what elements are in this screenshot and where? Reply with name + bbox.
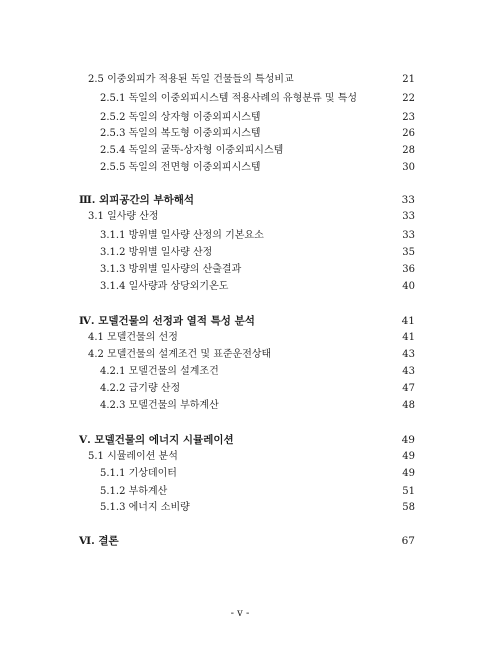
toc-entry-title: 4.2 모델건물의 설계조건 및 표준운전상태	[88, 349, 272, 360]
toc-entry-page: 40	[402, 281, 415, 292]
toc-entry	[100, 500, 415, 516]
toc-entry-title: 2.5.2 독일의 상자형 이중외피시스템	[100, 112, 261, 123]
toc-entry-page: 33	[402, 230, 415, 241]
toc-entry-page: 41	[402, 332, 415, 343]
toc-entry-title: 3.1 일사량 산정	[88, 211, 159, 222]
toc-entry	[100, 228, 415, 244]
toc-entry-title: 5.1.2 부하계산	[100, 486, 168, 497]
toc-entry-title: Ⅴ. 모델건물의 에너지 시뮬레이션	[79, 434, 234, 446]
toc-entry-page: 33	[402, 211, 415, 222]
toc-entry-page: 26	[402, 128, 415, 139]
toc-entry-title: 2.5 이중외피가 적용된 독일 건물들의 특성비교	[88, 74, 294, 85]
toc-entry	[100, 381, 415, 397]
toc-entry-title: Ⅵ. 결론	[79, 535, 119, 547]
toc-entry	[100, 91, 415, 107]
toc-entry-title: 5.1.1 기상데이터	[100, 468, 177, 479]
toc-entry	[100, 398, 415, 414]
toc-entry-page: 43	[402, 349, 415, 360]
toc-entry	[100, 143, 415, 159]
toc-entry-page: 58	[402, 502, 415, 513]
toc-chapter	[79, 533, 415, 549]
toc-entry-page: 51	[402, 486, 415, 497]
toc-entry	[100, 279, 415, 295]
toc-entry-page: 30	[402, 162, 415, 173]
toc-entry-title: 3.1.1 방위별 일사량 산정의 기본요소	[100, 230, 264, 241]
toc-entry	[88, 209, 415, 225]
toc-entry-title: 2.5.5 독일의 전면형 이중외피시스템	[100, 162, 261, 173]
toc-entry-title: 3.1.2 방위별 일사량 산정	[100, 247, 213, 258]
toc-entry	[88, 72, 415, 88]
toc-entry-page: 33	[401, 194, 415, 206]
toc-entry-page: 49	[402, 451, 415, 462]
toc-entry	[100, 110, 415, 126]
toc-entry-title: 4.1 모델건물의 선정	[88, 332, 178, 343]
page-number-footer: - v -	[230, 608, 250, 619]
toc-entry	[88, 330, 415, 346]
toc-entry-title: Ⅲ. 외피공간의 부하해석	[79, 194, 195, 206]
toc-chapter	[79, 432, 415, 448]
toc-entry-title: 4.2.2 급기량 산정	[100, 383, 181, 394]
toc-entry-page: 48	[402, 400, 415, 411]
toc-entry-page: 41	[401, 315, 415, 327]
toc-entry-title: 4.2.3 모델건물의 부하계산	[100, 400, 219, 411]
toc-entry	[100, 364, 415, 380]
toc-entry-page: 35	[402, 247, 415, 258]
toc-entry-title: 3.1.3 방위별 일사량의 산출결과	[100, 264, 242, 275]
toc-entry-title: 2.5.3 독일의 복도형 이중외피시스템	[100, 128, 261, 139]
toc-entry-title: 5.1.3 에너지 소비량	[100, 502, 190, 513]
toc-entry	[88, 449, 415, 465]
toc-entry-title: Ⅳ. 모델건물의 선정과 열적 특성 분석	[79, 315, 255, 327]
toc-entry-title: 3.1.4 일사량과 상당외기온도	[100, 281, 229, 292]
toc-entry	[100, 466, 415, 482]
toc-entry	[100, 484, 415, 500]
toc-entry-page: 28	[402, 145, 415, 156]
toc-entry-title: 2.5.1 독일의 이중외피시스템 적용사례의 유형분류 및 특성	[100, 93, 358, 104]
toc-chapter	[79, 313, 415, 329]
toc-entry-page: 43	[402, 366, 415, 377]
toc-entry-page: 21	[402, 74, 415, 85]
toc-entry-title: 5.1 시뮬레이션 분석	[88, 451, 178, 462]
toc-entry-page: 23	[402, 112, 415, 123]
toc-chapter	[79, 192, 415, 208]
toc-entry-page: 49	[402, 468, 415, 479]
toc-entry-page: 49	[401, 434, 415, 446]
toc-entry-title: 2.5.4 독일의 굴뚝-상자형 이중외피시스템	[100, 145, 284, 156]
toc-entry	[100, 160, 415, 176]
toc-entry	[88, 347, 415, 363]
toc-entry-page: 22	[402, 93, 415, 104]
toc-entry-page: 67	[401, 535, 415, 547]
toc-entry	[100, 245, 415, 261]
toc-entry-page: 36	[402, 264, 415, 275]
toc-entry	[100, 126, 415, 142]
toc-entry-page: 47	[402, 383, 415, 394]
toc-entry-title: 4.2.1 모델건물의 설계조건	[100, 366, 219, 377]
toc-entry	[100, 262, 415, 278]
